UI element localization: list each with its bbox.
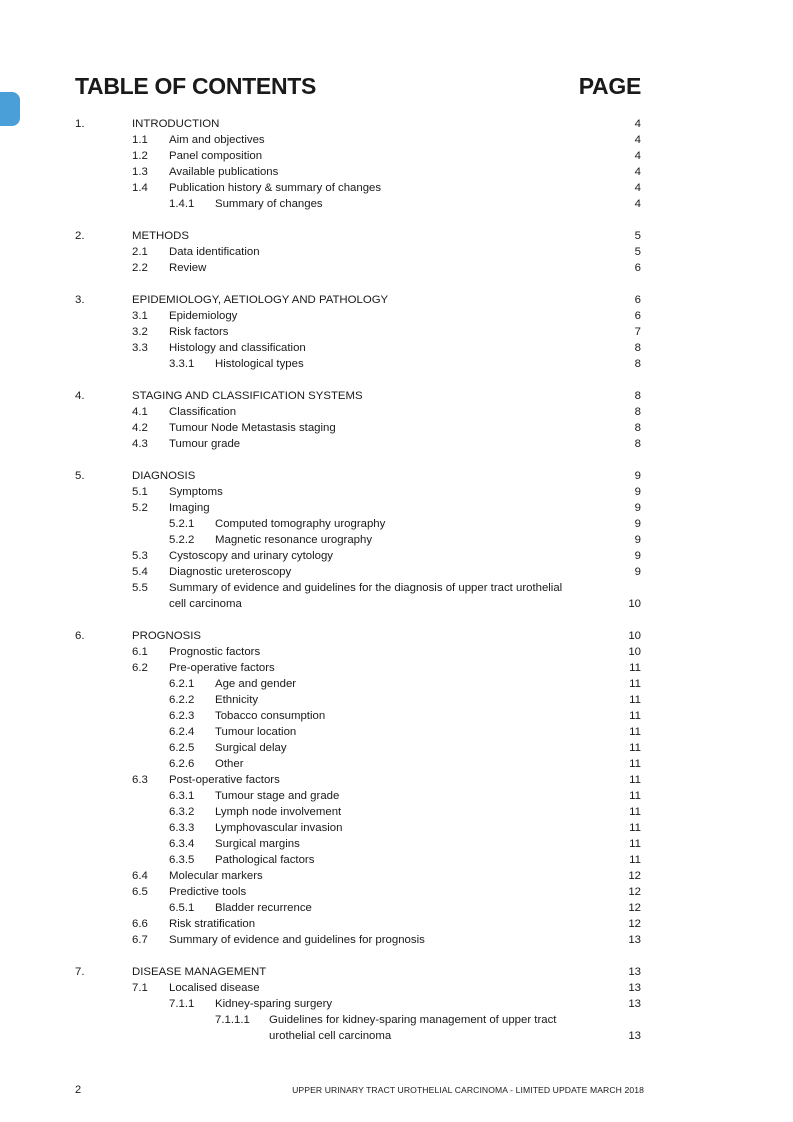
toc-entry-title[interactable]: Available publications — [169, 166, 279, 178]
page-title: TABLE OF CONTENTS — [75, 73, 317, 99]
toc-entry-page: 9 — [634, 550, 641, 562]
toc-entry[interactable] — [0, 132, 793, 148]
toc-entry-number: 2. — [75, 230, 85, 242]
toc-entry-page: 11 — [629, 822, 641, 834]
toc-entry-title[interactable]: Tumour grade — [169, 438, 241, 450]
toc-entry-page: 11 — [629, 774, 641, 786]
toc-entry[interactable] — [0, 1012, 793, 1028]
toc-entry-title[interactable]: Classification — [169, 406, 237, 418]
toc-entry-title[interactable]: Bladder recurrence — [215, 902, 312, 914]
toc-entry-number: 5.5 — [132, 582, 148, 594]
toc-entry-number: 7.1.1 — [169, 998, 195, 1010]
toc-entry-page: 9 — [634, 486, 641, 498]
toc-entry-page: 11 — [629, 710, 641, 722]
footer-document-title: UPPER URINARY TRACT UROTHELIAL CARCINOMA - LIMITED UPDATE MARCH 2018 — [292, 1085, 644, 1095]
toc-entry[interactable] — [0, 564, 793, 580]
toc-entry-title[interactable]: Risk factors — [169, 326, 229, 338]
toc-entry-page: 9 — [634, 502, 641, 514]
toc-entry-title[interactable]: Histological types — [215, 358, 304, 370]
toc-entry[interactable] — [0, 548, 793, 564]
toc-entry-title[interactable]: Surgical delay — [215, 742, 287, 754]
toc-entry[interactable] — [0, 500, 793, 516]
toc-entry-title[interactable]: Post-operative factors — [169, 774, 280, 786]
toc-entry-title[interactable]: Summary of evidence and guidelines for the diagnosis of upper tract urothelial — [169, 582, 563, 594]
toc-entry-page: 8 — [634, 390, 641, 402]
toc-entry[interactable] — [0, 644, 793, 660]
toc-entry-title[interactable]: Surgical margins — [215, 838, 300, 850]
toc-entry[interactable] — [0, 116, 793, 132]
toc-entry-page: 11 — [629, 726, 641, 738]
toc-entry[interactable] — [0, 740, 793, 756]
toc-entry[interactable] — [0, 532, 793, 548]
toc-entry-number: 6.7 — [132, 934, 148, 946]
toc-entry-title[interactable]: Localised disease — [169, 982, 260, 994]
toc-entry[interactable] — [0, 388, 793, 404]
toc-entry-title[interactable]: Symptoms — [169, 486, 223, 498]
toc-entry[interactable] — [0, 292, 793, 308]
toc-entry-title[interactable]: Tobacco consumption — [215, 710, 326, 722]
toc-entry-title[interactable]: Pathological factors — [215, 854, 315, 866]
toc-entry[interactable] — [0, 724, 793, 740]
toc-entry-number: 6.2.4 — [169, 726, 195, 738]
toc-entry-page: 8 — [634, 358, 641, 370]
toc-entry-page: 9 — [634, 566, 641, 578]
toc-entry-title[interactable]: Tumour location — [215, 726, 297, 738]
toc-entry-title[interactable]: Epidemiology — [169, 310, 238, 322]
toc-entry-title[interactable]: Review — [169, 262, 207, 274]
toc-entry[interactable] — [0, 692, 793, 708]
toc-entry-number: 6.3.2 — [169, 806, 195, 818]
toc-entry-page: 4 — [634, 198, 641, 210]
toc-entry[interactable] — [0, 756, 793, 772]
toc-entry-number: 5.2.2 — [169, 534, 195, 546]
toc-entry-number: 7.1.1.1 — [215, 1014, 250, 1026]
toc-entry[interactable] — [0, 996, 793, 1012]
toc-entry[interactable] — [0, 868, 793, 884]
toc-entry[interactable] — [0, 772, 793, 788]
toc-entry-title[interactable]: cell carcinoma — [169, 598, 242, 610]
toc-entry[interactable] — [0, 196, 793, 212]
toc-entry-page: 10 — [628, 630, 641, 642]
toc-entry[interactable] — [0, 1028, 793, 1044]
toc-entry-number: 5.2.1 — [169, 518, 195, 530]
toc-entry-title[interactable]: Diagnostic ureteroscopy — [169, 566, 292, 578]
toc-entry[interactable] — [0, 820, 793, 836]
toc-entry-page: 4 — [634, 150, 641, 162]
toc-entry-page: 6 — [634, 262, 641, 274]
toc-entry-title[interactable]: DIAGNOSIS — [132, 470, 196, 482]
toc-entry-title[interactable]: Summary of changes — [215, 198, 323, 210]
toc-entry[interactable] — [0, 260, 793, 276]
toc-entry-page: 8 — [634, 422, 641, 434]
toc-entry-title[interactable]: INTRODUCTION — [132, 118, 220, 130]
page-column-heading: PAGE — [578, 73, 641, 99]
toc-entry[interactable] — [0, 324, 793, 340]
toc-entry-number: 4. — [75, 390, 85, 402]
toc-entry[interactable] — [0, 852, 793, 868]
toc-entry-page: 11 — [629, 742, 641, 754]
toc-entry-page: 6 — [634, 310, 641, 322]
toc-entry-number: 7. — [75, 966, 85, 978]
toc-entry[interactable] — [0, 596, 793, 612]
toc-entry[interactable] — [0, 436, 793, 452]
toc-entry-title[interactable]: Histology and classification — [169, 342, 306, 354]
toc-entry-page: 4 — [634, 118, 641, 130]
toc-entry-number: 1.1 — [132, 134, 148, 146]
toc-entry-number: 1. — [75, 118, 85, 130]
toc-entry-page: 5 — [634, 230, 641, 242]
toc-entry[interactable] — [0, 884, 793, 900]
toc-entry-page: 4 — [634, 182, 641, 194]
toc-entry-title[interactable]: Aim and objectives — [169, 134, 265, 146]
toc-entry-title[interactable]: Data identification — [169, 246, 260, 258]
toc-entry-number: 6.3.3 — [169, 822, 195, 834]
toc-entry-page: 8 — [634, 438, 641, 450]
toc-entry[interactable] — [0, 180, 793, 196]
toc-entry-number: 6.5.1 — [169, 902, 195, 914]
toc-entry-page: 11 — [629, 678, 641, 690]
toc-entry-title[interactable]: Magnetic resonance urography — [215, 534, 373, 546]
toc-entry-number: 4.1 — [132, 406, 148, 418]
toc-entry-title[interactable]: Guidelines for kidney-sparing management of upper tract — [269, 1014, 557, 1026]
toc-entry-page: 13 — [628, 998, 641, 1010]
toc-entry-page: 12 — [628, 886, 641, 898]
footer-page-number: 2 — [75, 1084, 82, 1096]
toc-entry-page: 5 — [634, 246, 641, 258]
toc-entry[interactable] — [0, 964, 793, 980]
toc-entry-page: 13 — [628, 982, 641, 994]
toc-entry-number: 6.3.4 — [169, 838, 195, 850]
toc-entry-number: 3.2 — [132, 326, 148, 338]
toc-entry-number: 6.3.5 — [169, 854, 195, 866]
toc-entry-page: 11 — [629, 806, 641, 818]
toc-entry-page: 12 — [628, 902, 641, 914]
toc-entry-number: 6.4 — [132, 870, 148, 882]
toc-entry-page: 10 — [628, 598, 641, 610]
toc-entry[interactable] — [0, 900, 793, 916]
toc-entry-number: 6.3 — [132, 774, 148, 786]
toc-entry[interactable] — [0, 356, 793, 372]
toc-entry-page: 8 — [634, 342, 641, 354]
toc-entry[interactable] — [0, 916, 793, 932]
toc-entry-page: 9 — [634, 470, 641, 482]
toc-entry-title[interactable]: Age and gender — [215, 678, 297, 690]
toc-entry-page: 13 — [628, 966, 641, 978]
toc-entry-page: 11 — [629, 694, 641, 706]
toc-entry[interactable] — [0, 228, 793, 244]
toc-entry-page: 12 — [628, 870, 641, 882]
toc-entry-page: 13 — [628, 1030, 641, 1042]
toc-entry-title[interactable]: Ethnicity — [215, 694, 259, 706]
toc-entry-number: 6.3.1 — [169, 790, 195, 802]
toc-entry[interactable] — [0, 580, 793, 596]
toc-entry[interactable] — [0, 484, 793, 500]
toc-entry-page: 9 — [634, 534, 641, 546]
toc-entry-page: 7 — [634, 326, 641, 338]
toc-entry[interactable] — [0, 932, 793, 948]
toc-entry-number: 7.1 — [132, 982, 148, 994]
toc-entry-page: 6 — [634, 294, 641, 306]
toc-entry-page: 11 — [629, 662, 641, 674]
toc-entry-page: 11 — [629, 790, 641, 802]
toc-entry-number: 1.4.1 — [169, 198, 195, 210]
toc-entry-number: 6.6 — [132, 918, 148, 930]
toc-entry-number: 1.4 — [132, 182, 148, 194]
toc-entry-number: 1.3 — [132, 166, 148, 178]
toc-entry-number: 6.2.5 — [169, 742, 195, 754]
toc-entry[interactable] — [0, 244, 793, 260]
table-of-contents — [0, 116, 793, 1044]
toc-entry-page: 11 — [629, 838, 641, 850]
toc-entry[interactable] — [0, 308, 793, 324]
toc-entry[interactable] — [0, 420, 793, 436]
toc-entry-number: 6.2.1 — [169, 678, 195, 690]
toc-entry-number: 5. — [75, 470, 85, 482]
toc-entry-title[interactable]: Risk stratification — [169, 918, 256, 930]
toc-entry-number: 6.5 — [132, 886, 148, 898]
toc-entry-page: 4 — [634, 166, 641, 178]
toc-entry-number: 5.3 — [132, 550, 148, 562]
toc-entry-number: 5.1 — [132, 486, 148, 498]
toc-entry-title[interactable]: Lymphovascular invasion — [215, 822, 343, 834]
toc-entry-title[interactable]: Kidney-sparing surgery — [215, 998, 333, 1010]
toc-entry-title[interactable]: Cystoscopy and urinary cytology — [169, 550, 333, 562]
toc-entry-number: 3. — [75, 294, 85, 306]
toc-entry-title[interactable]: Summary of evidence and guidelines for prognosis — [169, 934, 425, 946]
toc-entry-title[interactable]: Tumour stage and grade — [215, 790, 340, 802]
toc-entry-number: 6.2.3 — [169, 710, 195, 722]
toc-entry[interactable] — [0, 660, 793, 676]
toc-entry-number: 6.2.6 — [169, 758, 195, 770]
toc-entry[interactable] — [0, 980, 793, 996]
toc-entry[interactable] — [0, 148, 793, 164]
toc-entry-title[interactable]: Pre-operative factors — [169, 662, 275, 674]
toc-entry-number: 4.3 — [132, 438, 148, 450]
toc-entry-page: 9 — [634, 518, 641, 530]
toc-entry-title[interactable]: Tumour Node Metastasis staging — [169, 422, 336, 434]
toc-entry[interactable] — [0, 516, 793, 532]
toc-entry-number: 5.2 — [132, 502, 148, 514]
toc-entry-title[interactable]: Molecular markers — [169, 870, 263, 882]
toc-entry-number: 6. — [75, 630, 85, 642]
toc-entry[interactable] — [0, 340, 793, 356]
toc-entry[interactable] — [0, 676, 793, 692]
toc-entry-number: 5.4 — [132, 566, 148, 578]
toc-entry[interactable] — [0, 468, 793, 484]
toc-entry-title[interactable]: Other — [215, 758, 244, 770]
toc-entry-number: 3.1 — [132, 310, 148, 322]
toc-entry-page: 12 — [628, 918, 641, 930]
toc-entry-number: 6.2.2 — [169, 694, 195, 706]
toc-entry-title[interactable]: Panel composition — [169, 150, 263, 162]
toc-entry[interactable] — [0, 628, 793, 644]
toc-entry-page: 10 — [628, 646, 641, 658]
toc-entry-page: 8 — [634, 406, 641, 418]
toc-entry-title[interactable]: METHODS — [132, 230, 189, 242]
toc-entry-title[interactable]: Prognostic factors — [169, 646, 261, 658]
toc-entry-title[interactable]: Imaging — [169, 502, 210, 514]
toc-entry-number: 6.1 — [132, 646, 148, 658]
toc-entry-number: 3.3 — [132, 342, 148, 354]
toc-entry-title[interactable]: Computed tomography urography — [215, 518, 386, 530]
toc-entry-number: 2.1 — [132, 246, 148, 258]
toc-entry-title[interactable]: PROGNOSIS — [132, 630, 201, 642]
toc-entry[interactable] — [0, 804, 793, 820]
toc-entry-number: 2.2 — [132, 262, 148, 274]
toc-entry[interactable] — [0, 708, 793, 724]
toc-entry-number: 3.3.1 — [169, 358, 195, 370]
toc-entry[interactable] — [0, 404, 793, 420]
toc-entry-title[interactable]: DISEASE MANAGEMENT — [132, 966, 267, 978]
toc-entry-title[interactable]: STAGING AND CLASSIFICATION SYSTEMS — [132, 390, 363, 402]
toc-entry-page: 13 — [628, 934, 641, 946]
toc-entry[interactable] — [0, 788, 793, 804]
toc-entry-number: 6.2 — [132, 662, 148, 674]
toc-entry-title[interactable]: Predictive tools — [169, 886, 247, 898]
toc-entry-page: 4 — [634, 134, 641, 146]
toc-entry-page: 11 — [629, 758, 641, 770]
toc-entry-title[interactable]: urothelial cell carcinoma — [269, 1030, 392, 1042]
toc-entry-number: 1.2 — [132, 150, 148, 162]
toc-entry[interactable] — [0, 836, 793, 852]
toc-entry-page: 11 — [629, 854, 641, 866]
toc-entry-title[interactable]: Publication history & summary of changes — [169, 182, 382, 194]
toc-entry-title[interactable]: Lymph node involvement — [215, 806, 342, 818]
toc-entry-number: 4.2 — [132, 422, 148, 434]
toc-entry[interactable] — [0, 164, 793, 180]
toc-entry-title[interactable]: EPIDEMIOLOGY, AETIOLOGY AND PATHOLOGY — [132, 294, 389, 306]
